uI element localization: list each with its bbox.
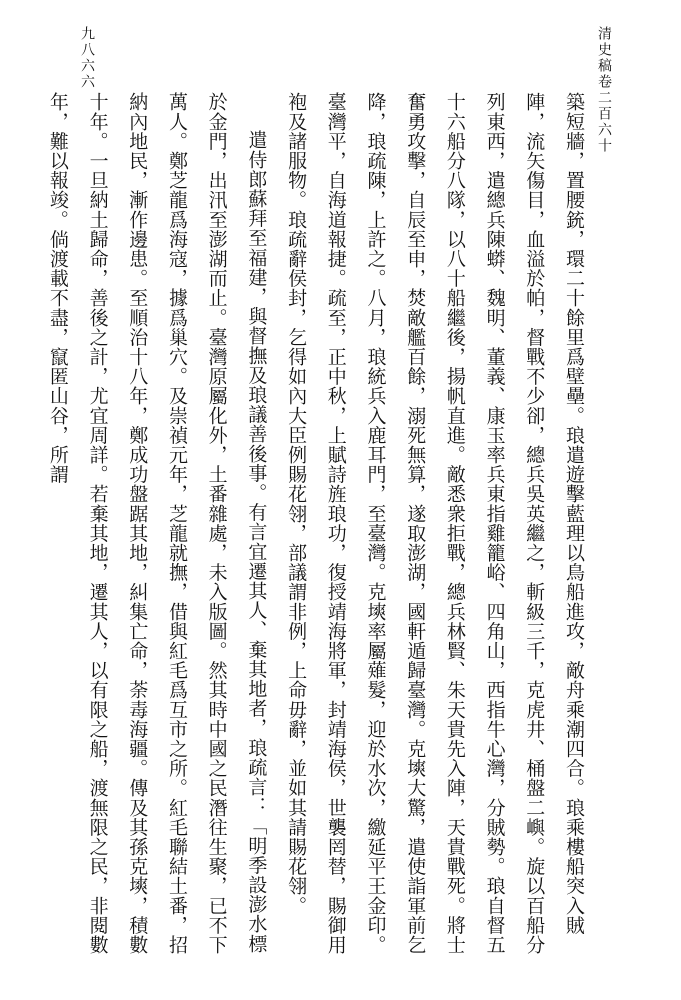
running-title: 清史稿卷二百六十	[596, 26, 612, 154]
page-number: 九八六六	[79, 26, 95, 90]
paragraph-1: 築短牆，置腰銃，環二十餘里爲壁壘。琅遣遊擊藍理以鳥船進攻，敵舟乘潮四合。琅乘樓船突入賊陣，流矢傷目，血溢於帕，督戰不少卻，總兵吳英繼之，斬級三千，克虎井、桶盤二嶼。旋以百船分列東西，遣總兵陳蟒、魏明、董義、康玉率兵東指雞籠峪、四角山，西指牛心灣，分賊勢。琅自督五十六船分八隊，以八十船繼後，揚帆直進。敵悉衆拒戰，總兵林賢、朱天貴先入陣，天貴戰死。將士奮勇攻擊，自辰至申，焚敵艦百餘，溺死無算，遂取澎湖，國軒遁歸臺灣。克塽大驚，遣使詣軍前乞降，琅疏陳，上許之。八月，琅統兵入鹿耳門，至臺灣。克塽率屬薙髮，迎於水次，繳延平王金印。臺灣平，自海道報捷。疏至，正中秋，上賦詩旌琅功，復授靖海將軍，封靖海侯，世襲罔替，賜御用袍及諸服物。琅疏辭侯封，乞得如內大臣例賜花翎，部議謂非例，上命毋辭，並如其請賜花翎。	[285, 92, 585, 955]
main-text-column	[46, 92, 593, 972]
paragraph-2: 遣侍郎蘇拜至福建，與督撫及琅議善後事。有言宜遷其人、棄其地者，琅疏言：「明季設澎水標於金門，出汛至澎湖而止。臺灣原屬化外，土番雜處，未入版圖。然其時中國之民潛往生聚，已不下萬人。鄭芝龍爲海寇，據爲巢穴。及崇禎元年，芝龍就撫，借與紅毛爲互市之所。紅毛聯結土番，招納內地民，漸作邊患。至順治十八年，鄭成功盤踞其地，糾集亡命，荼毒海疆。傳及其孫克塽，積數十年。一旦納土歸命，善後之計，尤宜周詳。若棄其地，遷其人，以有限之船，渡無限之民，非閱數年，難以報竣。倘渡載不盡，竄匿山谷，所謂	[46, 92, 268, 955]
